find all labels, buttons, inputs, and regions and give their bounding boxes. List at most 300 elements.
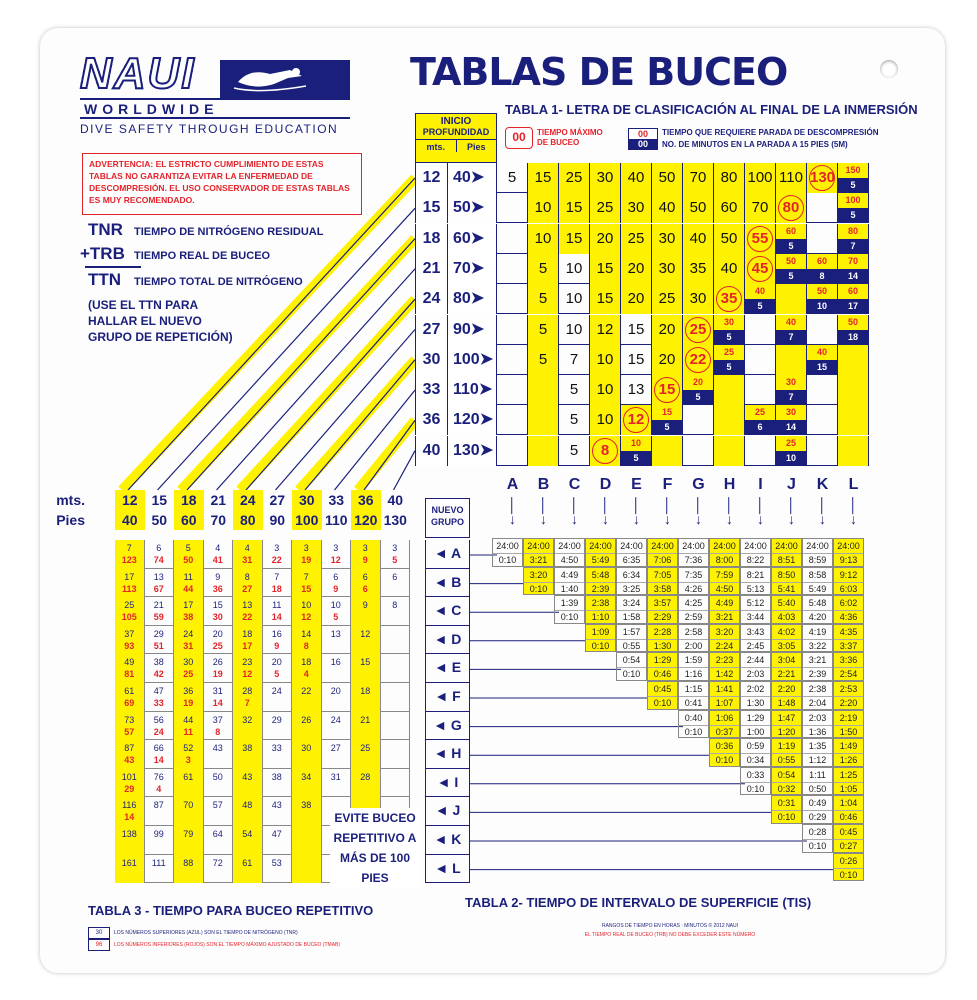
table2-cell (771, 652, 802, 681)
legend-trb-abbr: +TRB (80, 244, 125, 263)
table3-cell (351, 740, 381, 769)
table3-cell (145, 597, 175, 626)
table3-row (115, 712, 410, 741)
table3-residual: 25 (360, 743, 371, 754)
table3-residual: 34 (301, 771, 312, 782)
table3-residual: 3 (392, 543, 398, 553)
table1-cell: 50 (714, 224, 745, 254)
table3-cell (174, 712, 204, 741)
table1-cell: 10 (590, 405, 621, 435)
table3-adjusted: 50 (183, 555, 194, 565)
footnote-trb: EL TIEMPO REAL DE BUCEO (TRB) NO DEBE EXCEDER ESTE NÚMERO (584, 932, 756, 938)
table1-cell (838, 254, 869, 284)
table1-cell: 10 (559, 315, 590, 345)
table1-cell: 60 (714, 193, 745, 223)
table3-cell (145, 569, 175, 598)
table3-depth-header (174, 490, 204, 530)
table3-residual: 9 (362, 600, 368, 611)
table3-residual: 29 (271, 714, 282, 725)
table1-cell (776, 224, 807, 254)
table3-cell (263, 626, 293, 655)
evite-note: EVITE BUCEO REPETITIVO A MÁS DE 100 PIES (330, 808, 420, 888)
table2-cell (740, 595, 771, 624)
table2-cell (678, 538, 709, 567)
table3-residual: 3 (274, 543, 280, 553)
table3-cell (322, 712, 352, 741)
table1-cell (745, 345, 776, 375)
table1-cell (714, 375, 745, 405)
table3-cell (204, 826, 234, 855)
max-time-circle: 22 (685, 347, 711, 373)
table3-residual: 56 (153, 714, 164, 725)
table3-adjusted: 12 (330, 555, 341, 565)
table3-adjusted: 38 (183, 612, 194, 623)
table3-residual: 26 (212, 657, 223, 668)
table2-cell (678, 624, 709, 653)
table1-cell (807, 375, 838, 405)
table3-adjusted: 81 (124, 669, 135, 680)
table2-cell (802, 652, 833, 681)
table3-row (115, 626, 410, 655)
table2-min: 1:10 (591, 612, 610, 623)
table3-residual: 12 (360, 628, 371, 639)
decompression-time: 40 (785, 316, 796, 327)
max-time-circle: 55 (747, 226, 773, 252)
table3-residual: 61 (183, 771, 194, 782)
table3-adjusted: 15 (301, 583, 312, 594)
table1-cell: 15 (621, 345, 652, 375)
table3-depth-header (204, 490, 234, 530)
depth-pies: 80➤ (453, 290, 485, 308)
table3-adjusted: 11 (183, 726, 193, 737)
table2-cell (678, 681, 709, 710)
table2-cell (833, 767, 864, 796)
depth-cell (415, 436, 497, 466)
table3-residual: 28 (360, 771, 371, 782)
depth-mts: 40 (416, 436, 448, 466)
table3-residual: 52 (183, 743, 194, 754)
table3-residual: 73 (124, 714, 135, 725)
table3-residual: 18 (301, 657, 312, 668)
decompression-time: 15 (661, 407, 672, 418)
table3-residual: 53 (271, 857, 282, 868)
table2-cell (802, 624, 833, 653)
table1-cell: 5 (559, 405, 590, 435)
table2-cell (616, 652, 647, 681)
table2-max: 3:36 (834, 654, 863, 668)
table3-adjusted: 12 (242, 669, 253, 680)
table2-max: 7:35 (679, 569, 708, 583)
depth-mts: 24 (416, 284, 448, 314)
footnote-range: RANGOS DE TIEMPO EN HORAS : MINUTOS © 2012 NAUI (601, 923, 739, 929)
table3-cell (351, 626, 381, 655)
table3-cell (174, 797, 204, 826)
depth-pies: 110➤ (453, 381, 493, 399)
table3-cell (115, 654, 145, 683)
table3-row (115, 654, 410, 683)
table2-max: 24:00 (524, 540, 553, 554)
table2-max: 8:21 (741, 569, 770, 583)
table1-cell: 50 (652, 163, 683, 193)
depth-mts: 18 (416, 224, 448, 254)
table3-residual: 18 (242, 628, 253, 639)
table2-min: 0:10 (653, 698, 672, 708)
table2-max: 1:29 (741, 712, 770, 726)
inicio-header (415, 113, 497, 163)
table1-cell: 10 (590, 375, 621, 405)
decompression-stop: 10 (776, 451, 806, 466)
table3-cell (263, 569, 293, 598)
table3-adjusted: 43 (124, 755, 135, 766)
table2-max: 24:00 (772, 540, 801, 554)
table3-residual: 13 (242, 600, 253, 611)
table3-cell (145, 826, 175, 855)
yellow-band (358, 420, 415, 490)
table3-depth-header (351, 490, 381, 530)
decompression-time: 20 (692, 377, 703, 388)
table1-cell: 5 (528, 315, 559, 345)
table2-cell (740, 710, 771, 739)
table3-residual: 5 (185, 543, 191, 553)
new-group-a: ◄ A (425, 540, 470, 569)
table3-residual: 20 (330, 686, 341, 696)
table3-cell (145, 712, 175, 741)
table3-cell (145, 654, 175, 683)
footnote-red: LOS NÚMEROS INFERIORES (ROJOS) SON EL TIEMPO MÁXIMO AJUSTADO DE BUCEO (TMAB) (114, 942, 341, 948)
inicio-title: INICIO (440, 116, 472, 127)
table3-cell (351, 597, 381, 626)
key-blue-text-2: NO. DE MINUTOS EN LA PARADA A 15 PIES (5M) (662, 140, 848, 149)
table2-max: 3:21 (803, 654, 832, 668)
table2-cell (678, 710, 709, 739)
down-arrow-icon: │ ↓ (570, 497, 579, 527)
decompression-time: 60 (785, 225, 796, 236)
table1-cell (807, 315, 838, 345)
table3-residual: 79 (183, 829, 194, 839)
table2-max: 24:00 (586, 540, 615, 554)
table3-cell (174, 826, 204, 855)
table2-max: 1:25 (834, 769, 863, 783)
table3-adjusted: 24 (153, 726, 164, 737)
new-group-g: ◄ G (425, 712, 470, 741)
group-letter-e: E (631, 476, 642, 493)
key-blue-sample (628, 128, 658, 150)
table2-min: 2:39 (591, 583, 610, 594)
table3-cell (292, 683, 322, 712)
max-time-circle: 25 (685, 317, 711, 343)
table3-adjusted: 9 (274, 640, 280, 651)
table1-cell (776, 405, 807, 435)
table1-cell (838, 224, 869, 254)
table1-cell: 5 (528, 284, 559, 314)
inicio-sub: PROFUNDIDAD (422, 127, 490, 137)
down-arrow-icon: │ ↓ (787, 497, 796, 527)
table3-residual: 3 (303, 543, 309, 553)
decompression-stop: 17 (838, 299, 868, 314)
table2-max: 3:57 (648, 597, 677, 611)
table3-cell (204, 712, 234, 741)
table3-residual: 22 (301, 686, 312, 696)
table3-adjusted: 7 (244, 698, 250, 708)
table2-max: 0:49 (803, 797, 832, 811)
table1-cell: 20 (590, 224, 621, 254)
table1-cell (776, 193, 807, 223)
table3-cell (263, 740, 293, 769)
table2-max: 1:29 (648, 654, 677, 668)
table1-row (415, 315, 869, 345)
max-time-circle: 35 (716, 286, 742, 312)
table2-max: 8:50 (772, 569, 801, 583)
depth-pies: 100➤ (453, 350, 494, 368)
table1-row (415, 436, 869, 466)
depth-cell (415, 163, 497, 193)
table1-cell (745, 224, 776, 254)
table1-cell: 25 (559, 163, 590, 193)
table2-min: 2:39 (808, 669, 827, 680)
table3-cell (263, 826, 293, 855)
table3-header-mts: 40 (387, 492, 404, 508)
page-title: TABLAS DE BUCEO (410, 50, 788, 94)
table3-adjusted: 19 (212, 669, 223, 680)
table3-cell (174, 654, 204, 683)
footnote-blue: LOS NÚMEROS SUPERIORES (AZUL) SON EL TIEMPO DE NITRÓGENO (TNR) (114, 930, 298, 936)
table1-cell (807, 224, 838, 254)
table2-min: 2:20 (839, 698, 858, 708)
table2-cell (678, 652, 709, 681)
warning-box: ADVERTENCIA: EL ESTRICTO CUMPLIMIENTO DE ESTAS TABLAS NO GARANTIZA EVITAR LA ENFERMEDAD DE DESCOMPRESIÓN. EL USO CONSERVADOR DE ESTAS TABLAS ES MUY RECOMENDADO. (82, 153, 362, 215)
depth-mts: 21 (416, 254, 448, 284)
table3-adjusted: 93 (124, 640, 135, 651)
depth-cell (415, 315, 497, 345)
table3-adjusted: 3 (185, 755, 191, 766)
table3-residual: 37 (124, 628, 135, 639)
decompression-stop: 5 (838, 208, 868, 223)
decompression-time: 100 (845, 195, 861, 206)
group-letter-k: K (816, 476, 829, 493)
decompression-stop: 5 (714, 330, 744, 345)
table3-residual: 76 (153, 771, 164, 782)
table2-cell (678, 567, 709, 596)
table2-cell (802, 538, 833, 567)
table1-row (415, 375, 869, 405)
table1-cell (807, 284, 838, 314)
table3-adjusted: 19 (183, 698, 194, 708)
table3-cell (233, 569, 263, 598)
table3-cell (174, 740, 204, 769)
table1-cell: 20 (652, 345, 683, 375)
table1-cell: 20 (621, 254, 652, 284)
table1-cell: 7 (559, 345, 590, 375)
table2-min: 0:50 (808, 783, 827, 794)
table2-min: 4:36 (839, 612, 858, 623)
table3-adjusted: 30 (212, 612, 223, 623)
depth-pies: 40➤ (453, 169, 485, 186)
table2-max: 4:02 (772, 626, 801, 640)
table2-max: 8:58 (803, 569, 832, 583)
table3-cell (204, 626, 234, 655)
table3-header-pies: 130 (383, 512, 407, 528)
table3-residual: 18 (360, 686, 371, 696)
table2-max: 1:04 (834, 797, 863, 811)
table1-cell (807, 193, 838, 223)
table1-cell (497, 254, 528, 284)
table2-cell (833, 538, 864, 567)
depth-pies: 130➤ (453, 441, 494, 459)
decompression-stop: 8 (807, 269, 837, 284)
table3-cell (204, 855, 234, 884)
depth-guide-line (276, 330, 416, 491)
table1-cell: 35 (683, 254, 714, 284)
table2-cell (740, 567, 771, 596)
table3-adjusted: 41 (212, 555, 223, 565)
table2-max: 0:26 (834, 855, 863, 869)
table3-cell (263, 797, 293, 826)
table3-adjusted: 51 (153, 640, 164, 651)
table2-cell (771, 567, 802, 596)
table3-residual: 21 (360, 714, 371, 725)
table1-cell: 5 (497, 163, 528, 193)
table3-cell (292, 712, 322, 741)
table3-residual: 24 (183, 628, 194, 639)
table3-header-pies: 110 (324, 512, 348, 528)
table2-min: 7:06 (653, 555, 672, 565)
table2-min: 4:50 (715, 583, 734, 594)
table2-max: 0:54 (617, 654, 646, 668)
table2-min: 0:46 (653, 669, 672, 680)
group-letter-i: I (758, 476, 763, 493)
table2-max: 1:41 (710, 683, 739, 697)
table3-adjusted: 36 (212, 583, 223, 594)
decompression-stop: 15 (807, 360, 837, 375)
table3-residual: 23 (242, 657, 253, 668)
table3-cell (292, 855, 322, 884)
table1-cell: 30 (621, 193, 652, 223)
table3-pies-label: Pies (56, 512, 85, 528)
table3-adjusted: 14 (212, 698, 223, 708)
table3-residual: 44 (183, 714, 194, 725)
table3-residual: 48 (242, 800, 253, 811)
table3-row (115, 740, 410, 769)
table3-cell (263, 654, 293, 683)
table3-cell (115, 826, 145, 855)
table2-min: 0:10 (498, 555, 517, 565)
table2-cell (523, 538, 554, 567)
table1-cell (621, 436, 652, 466)
table3-residual: 61 (124, 686, 135, 696)
table2-max: 2:58 (679, 626, 708, 640)
depth-mts: 12 (416, 163, 448, 193)
table3-residual: 11 (272, 600, 282, 611)
table2-cell (802, 767, 833, 796)
table3-cell (292, 797, 322, 826)
table3-adjusted: 69 (124, 698, 135, 708)
down-arrow-icon: │ ↓ (508, 497, 517, 527)
table2-min: 0:10 (684, 726, 703, 737)
table2-min: 0:55 (622, 640, 641, 651)
table3-adjusted: 22 (242, 612, 253, 623)
table2-min: 5:49 (808, 583, 827, 594)
table1-cell (590, 436, 621, 466)
table2-cell (709, 624, 740, 653)
table3-adjusted: 59 (153, 612, 164, 623)
new-group-b: ◄ B (425, 569, 470, 598)
table1-cell (745, 254, 776, 284)
table3-residual: 61 (242, 857, 253, 868)
table3-cell (263, 683, 293, 712)
table3-cell (204, 797, 234, 826)
depth-mts: 15 (416, 193, 448, 223)
table3-cell (174, 769, 204, 798)
table2-min: 1:05 (839, 783, 858, 794)
table1-cell (776, 375, 807, 405)
table3-residual: 3 (333, 543, 339, 553)
table3-cell (263, 712, 293, 741)
table2-min: 0:37 (715, 726, 734, 737)
table1-cell (652, 405, 683, 435)
table3-residual: 43 (271, 800, 282, 811)
table3-cell (233, 826, 263, 855)
table2-min: 6:03 (839, 583, 858, 594)
table3-residual: 8 (392, 600, 398, 611)
decompression-stop: 7 (838, 239, 868, 254)
table1-cell (497, 284, 528, 314)
table2-min: 1:26 (839, 755, 858, 766)
table3-cell (263, 769, 293, 798)
table1-cell (528, 436, 559, 466)
table3-residual: 49 (124, 657, 135, 668)
table1-cell: 40 (714, 254, 745, 284)
table2-min: 4:50 (560, 555, 579, 565)
table2-cell (647, 567, 678, 596)
table2-max: 0:45 (648, 683, 677, 697)
decompression-stop: 18 (838, 330, 868, 345)
legend-ttn-abbr: TTN (88, 270, 122, 289)
down-arrow-icon: │ ↓ (725, 497, 734, 527)
table3-header-pies: 90 (269, 512, 286, 528)
logo-tagline: DIVE SAFETY THROUGH EDUCATION (80, 122, 339, 136)
table1-cell: 10 (528, 224, 559, 254)
table2-min: 1:30 (746, 698, 765, 708)
table2-min: 0:10 (777, 812, 796, 823)
decompression-time: 25 (754, 407, 765, 418)
table2-min: 1:00 (746, 726, 765, 737)
key-max-time (505, 127, 607, 149)
table2-max: 1:47 (772, 712, 801, 726)
table2-min: 3:21 (529, 555, 548, 565)
decompression-time: 30 (785, 377, 796, 388)
table2-min: 1:42 (715, 669, 734, 680)
table3-adjusted: 25 (183, 669, 194, 680)
table2-max: 2:03 (803, 712, 832, 726)
decompression-time: 150 (845, 165, 861, 175)
table2-min: 3:37 (839, 640, 858, 651)
table3-cell (174, 540, 204, 569)
legend-ttn (88, 270, 303, 290)
table2-cell (833, 738, 864, 767)
table3-residual: 16 (271, 628, 282, 639)
table3-cell (115, 769, 145, 798)
table1-cell (838, 284, 869, 314)
table3-residual: 32 (242, 714, 253, 725)
decompression-time: 40 (816, 346, 827, 357)
table1-cell (745, 436, 776, 466)
table1-cell (528, 405, 559, 435)
table3-header-mts: 12 (121, 492, 138, 508)
table2-cell (833, 567, 864, 596)
table2-cell (802, 824, 833, 853)
decompression-time: 25 (723, 346, 734, 357)
table3-adjusted: 113 (121, 583, 137, 594)
